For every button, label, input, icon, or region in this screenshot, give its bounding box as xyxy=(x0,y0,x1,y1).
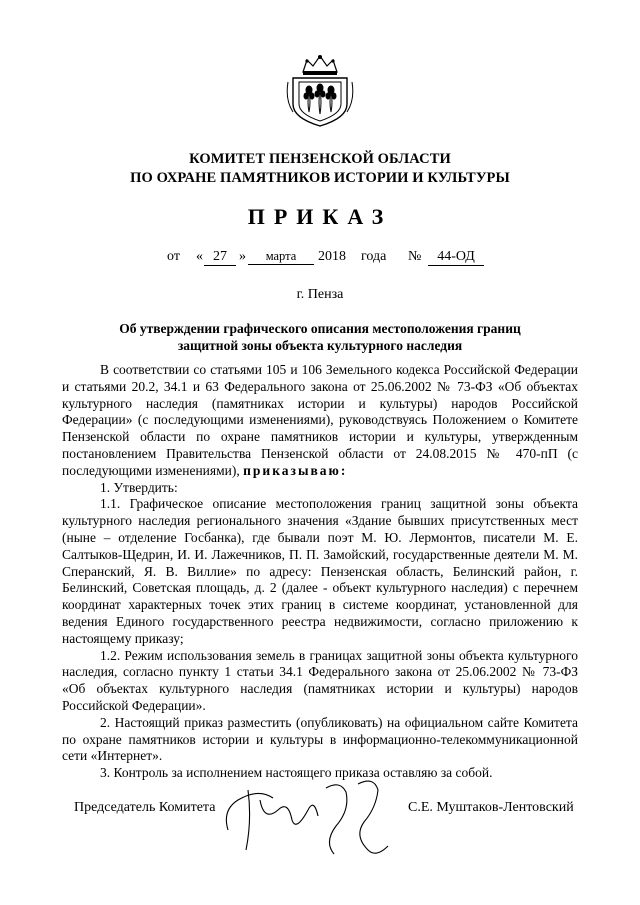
city: г. Пенза xyxy=(296,287,344,302)
order-word: приказываю: xyxy=(243,462,348,478)
subject-line1: Об утверждении графического описания местоположения границ xyxy=(119,321,521,336)
subject-line2: защитной зоны объекта культурного наследия xyxy=(177,338,463,353)
quote-close: » xyxy=(239,249,246,264)
coat-of-arms-emblem xyxy=(285,52,355,128)
handwritten-signature xyxy=(218,770,398,860)
date-month: марта xyxy=(248,249,314,265)
item-2: 2. Настоящий приказ разместить (опубликовать) на официальном сайте Комитета по охране памятников истории и культуры в информационно-телекоммуникационной сети «Интернет». xyxy=(62,714,578,764)
number-sign: № xyxy=(408,249,422,264)
item-1-2: 1.2. Режим использования земель в границах защитной зоны объекта культурного наследия, согласно пункту 1 статьи 34.1 Федерального закона от 25.06.2002 № 73-ФЗ «Об объектах культурного наследия (памятниках истории и культуры) народов Российской Федерации». xyxy=(62,647,578,713)
date-year-word: года xyxy=(361,249,387,264)
document-title: ПРИКАЗ xyxy=(247,204,393,229)
order-number: 44-ОД xyxy=(428,249,484,266)
quote-open: « xyxy=(196,249,203,264)
item-1-1: 1.1. Графическое описание местоположения границ защитной зоны объекта культурного наследия регионального значения «Здание бывших присутственных мест (ныне – отделение Госбанка), где бывали поэт М. Ю. Лермонтов, писатели М. Е. Салтыков-Щедрин, И. И. Лажечников, П. П. Замойский, государственные деятели М. М. Сперанский, Я. В. Виллие» по адресу: Пензенская область, Белинский район, г. Белинский, Советская площадь, д. 2 (далее - объект культурного наследия) с перечнем координат характерных точек этих границ в системе координат, установленной для ведения Единого государственного реестра недвижимости, согласно приложению к настоящему приказу; xyxy=(62,496,578,646)
order-body xyxy=(62,362,578,782)
date-day: 27 xyxy=(204,249,236,266)
item-3: 3. Контроль за исполнением настоящего приказа оставляю за собой. xyxy=(100,765,493,781)
signatory-name: С.Е. Муштаков-Лентовский xyxy=(408,800,574,815)
signature-block xyxy=(0,796,640,856)
date-number-line xyxy=(0,249,640,271)
preamble-text: В соответствии со статьями 105 и 106 Земельного кодекса Российской Федерации и статьями 20.2, 34.1 и 63 Федерального закона от 25.06.2002 № 73-ФЗ «Об объектах культурного наследия (памятниках истории и культуры) народов Российской Федерации» (с последующими изменениями), руководствуясь Положением о Комитете Пензенской области по охране памятников истории и культуры, утвержденным постановлением Правительства Пензенской области от 24.08.2015 № 470-пП (с последующими изменениями), xyxy=(62,362,578,478)
preamble-paragraph xyxy=(62,362,578,480)
date-from-label: от xyxy=(167,249,180,264)
item-1: 1. Утвердить: xyxy=(100,479,178,495)
org-name-line1: КОМИТЕТ ПЕНЗЕНСКОЙ ОБЛАСТИ xyxy=(189,151,451,167)
date-year: 2018 xyxy=(318,249,346,264)
order-subject xyxy=(60,320,580,354)
org-name-line2: ПО ОХРАНЕ ПАМЯТНИКОВ ИСТОРИИ И КУЛЬТУРЫ xyxy=(130,170,510,186)
signatory-position: Председатель Комитета xyxy=(74,800,216,815)
